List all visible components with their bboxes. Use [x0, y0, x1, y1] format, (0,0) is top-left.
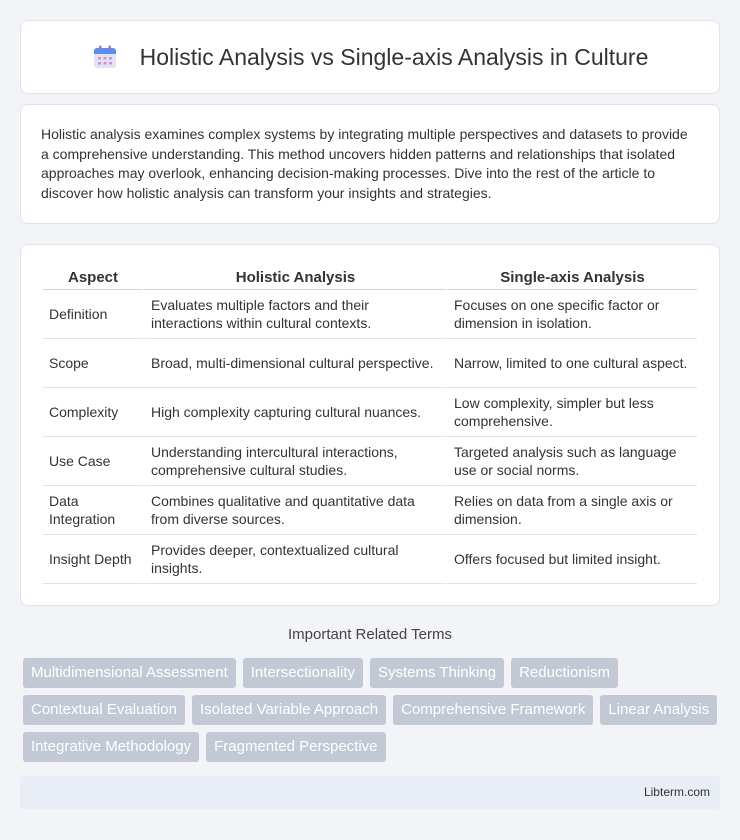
tag-integrative-methodology[interactable]: Integrative Methodology: [23, 732, 199, 762]
cell-single-axis: Offers focused but limited insight.: [446, 535, 697, 584]
table-row: [43, 535, 697, 584]
cell-holistic: Combines qualitative and quantitative data from diverse sources.: [143, 486, 446, 535]
tag-comprehensive-framework[interactable]: Comprehensive Framework: [393, 695, 593, 725]
cell-single-axis: Targeted analysis such as language use or social norms.: [446, 437, 697, 486]
intro-card: [20, 104, 720, 224]
cell-holistic: Provides deeper, contextualized cultural insights.: [143, 535, 446, 584]
tag-reductionism[interactable]: Reductionism: [511, 658, 618, 688]
tag-multidimensional-assessment[interactable]: Multidimensional Assessment: [23, 658, 236, 688]
table-row: [43, 290, 697, 339]
header-holistic: Holistic Analysis: [143, 265, 446, 290]
tag-intersectionality[interactable]: Intersectionality: [243, 658, 363, 688]
comparison-table: [43, 265, 697, 584]
cell-holistic: Broad, multi-dimensional cultural perspective.: [143, 339, 446, 388]
page-title: Holistic Analysis vs Single-axis Analysis in Culture: [139, 43, 649, 70]
comparison-table-card: [20, 244, 720, 606]
header-card: [20, 20, 720, 94]
cell-single-axis: Relies on data from a single axis or dimension.: [446, 486, 697, 535]
table-row: [43, 486, 697, 535]
table-row: [43, 388, 697, 437]
cell-holistic: High complexity capturing cultural nuances.: [143, 388, 446, 437]
cell-aspect: Data Integration: [43, 486, 143, 535]
footer-site-link[interactable]: Libterm.com: [643, 785, 710, 799]
cell-aspect: Complexity: [43, 388, 143, 437]
tag-isolated-variable-approach[interactable]: Isolated Variable Approach: [192, 695, 386, 725]
table-row: [43, 437, 697, 486]
cell-aspect: Definition: [43, 290, 143, 339]
header-single-axis: Single-axis Analysis: [446, 265, 697, 290]
tag-fragmented-perspective[interactable]: Fragmented Perspective: [206, 732, 385, 762]
cell-single-axis: Focuses on one specific factor or dimension in isolation.: [446, 290, 697, 339]
cell-aspect: Scope: [43, 339, 143, 388]
cell-holistic: Evaluates multiple factors and their interactions within cultural contexts.: [143, 290, 446, 339]
tag-systems-thinking[interactable]: Systems Thinking: [370, 658, 504, 688]
intro-paragraph: Holistic analysis examines complex systems by integrating multiple perspectives and datasets to provide a comprehensive understanding. This method uncovers hidden patterns and relationships that isolated approaches may overlook, enhancing decision-making processes. Dive into the rest of the article to discover how holistic analysis can transform your insights and strategies.: [41, 126, 688, 201]
cell-aspect: Use Case: [43, 437, 143, 486]
table-row: [43, 339, 697, 388]
related-terms-tags: [23, 658, 723, 762]
cell-single-axis: Low complexity, simpler but less comprehensive.: [446, 388, 697, 437]
footer: [20, 776, 720, 809]
related-terms-title: Important Related Terms: [288, 626, 452, 643]
calendar-icon: [92, 44, 118, 70]
cell-single-axis: Narrow, limited to one cultural aspect.: [446, 339, 697, 388]
header-aspect: Aspect: [43, 265, 143, 290]
cell-holistic: Understanding intercultural interactions, comprehensive cultural studies.: [143, 437, 446, 486]
tag-contextual-evaluation[interactable]: Contextual Evaluation: [23, 695, 185, 725]
cell-aspect: Insight Depth: [43, 535, 143, 584]
tag-linear-analysis[interactable]: Linear Analysis: [600, 695, 717, 725]
table-header-row: [43, 265, 697, 290]
